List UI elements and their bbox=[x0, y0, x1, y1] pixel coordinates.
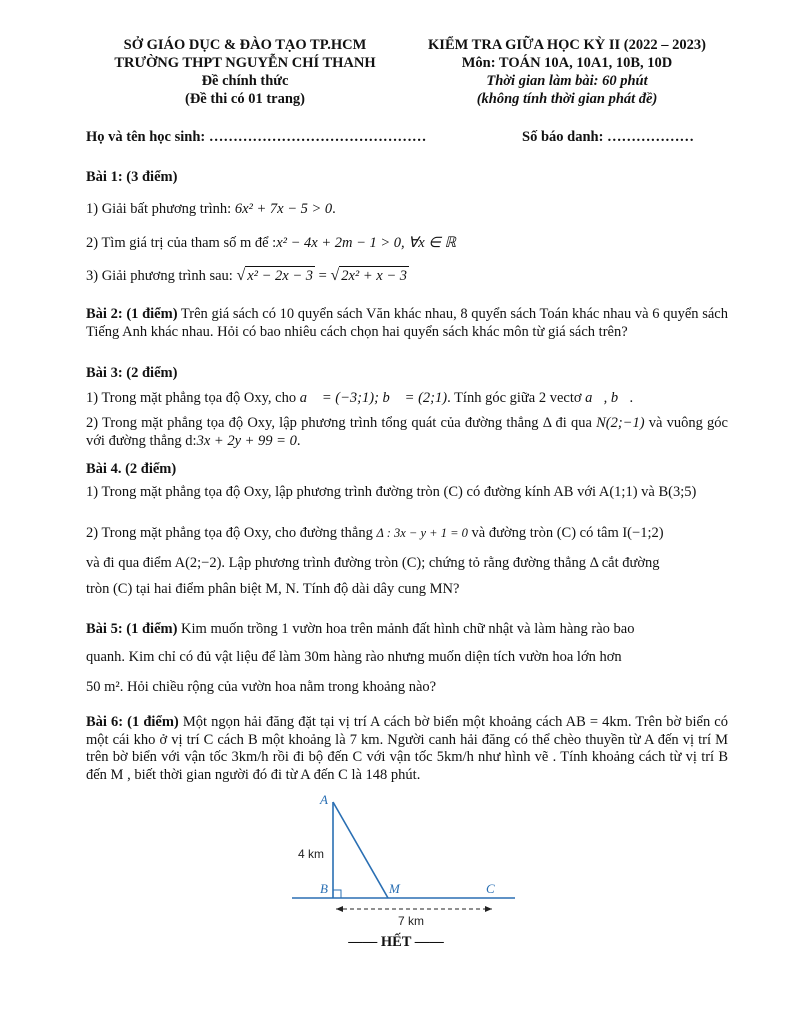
bai5-line1 bbox=[86, 620, 730, 638]
student-name-field: Họ và tên học sinh: ……………………………………… bbox=[86, 129, 427, 145]
label-BC-length: 7 km bbox=[398, 914, 425, 928]
arrow-left bbox=[336, 906, 343, 912]
bai1-q2-math: x² − 4x + 2m − 1 > 0, ∀x ∈ ℝ bbox=[276, 235, 457, 251]
header-left bbox=[100, 36, 390, 108]
bai6-title: Bài 6: (1 điểm) bbox=[86, 714, 179, 730]
label-B: B bbox=[320, 881, 328, 896]
arrow-right bbox=[485, 906, 492, 912]
bai2 bbox=[86, 306, 728, 341]
school-name: TRƯỜNG THPT NGUYỄN CHÍ THANH bbox=[114, 55, 376, 71]
bai3-q2-text2: và vuông góc với đường thẳng d: bbox=[86, 415, 728, 449]
bai1-q1: 1) Giải bất phương trình: 6x² + 7x − 5 > 0. bbox=[86, 201, 336, 217]
label-C: C bbox=[486, 881, 495, 896]
bai3-q1-vec-names: a⃗, b⃗ bbox=[585, 390, 630, 406]
bai4-q2-line1 bbox=[86, 524, 730, 542]
bai1-title: Bài 1: (3 điểm) bbox=[86, 169, 178, 185]
bai5-line3: 50 m². Hỏi chiều rộng của vườn hoa nằm trong khoảng nào? bbox=[86, 679, 437, 695]
duration-note: (không tính thời gian phát đề) bbox=[476, 91, 658, 107]
bai5-text1: Kim muốn trồng 1 vườn hoa trên mảnh đất hình chữ nhật và làm hàng rào bao bbox=[177, 621, 635, 637]
header-right bbox=[402, 36, 732, 108]
bai1-q3-left: x² − 2x − 3 bbox=[247, 268, 314, 284]
bai1-q2-text: 2) Tìm giá trị của tham số m để : bbox=[86, 235, 277, 251]
bai3-q2-text: 2) Trong mặt phẳng tọa độ Oxy, lập phương trình tổng quát của đường thẳng Δ đi qua bbox=[86, 415, 597, 431]
bai4-q2-line-eq: Δ : 3x − y + 1 = 0 bbox=[376, 526, 468, 540]
bai3-q1-text2: . Tính góc giữa 2 vectơ bbox=[447, 390, 586, 406]
label-AB-length: 4 km bbox=[298, 847, 325, 861]
bai3-q2-line: 3x + 2y + 99 = 0 bbox=[196, 432, 297, 449]
bai2-title: Bài 2: (1 điểm) bbox=[86, 306, 178, 322]
bai3-q2-point: N(2;−1) bbox=[596, 415, 645, 431]
duration: Thời gian làm bài: 60 phút bbox=[486, 73, 648, 89]
bai6 bbox=[86, 714, 728, 784]
bai5-title: Bài 5: (1 điểm) bbox=[86, 621, 178, 637]
bai6-text: Một ngọn hải đăng đặt tại vị trí A cách bờ biển một khoảng cách AB = 4km. Trên bờ biển có một cái kho ở vị trí C cách B một khoảng là 7 km. Người canh hải đăng có thể chèo thuyền từ A đến vị trí M trên bờ biển với vận tốc 3km/h rồi đi bộ đến C với vận tốc 5km/h như hình vẽ . Tính khoảng cách từ vị trí B đến M , biết thời gian người đó đi từ A đến C là 148 phút. bbox=[86, 714, 728, 783]
segment-AM bbox=[333, 802, 388, 898]
bai1-q1-text: 1) Giải bất phương trình: bbox=[86, 201, 235, 217]
bai3-q1-vectors: a⃗ = (−3;1); b⃗ = (2;1) bbox=[299, 390, 448, 406]
bai3-q1: 1) Trong mặt phẳng tọa độ Oxy, cho a⃗ = (−3;1); b⃗ = (2;1). Tính góc giữa 2 vectơ a⃗, b⃗. bbox=[86, 390, 634, 406]
bai1-q3-text: 3) Giải phương trình sau: bbox=[86, 268, 237, 284]
right-angle-mark bbox=[333, 890, 341, 898]
end-marker: –––– HẾT –––– bbox=[348, 934, 444, 950]
label-A: A bbox=[320, 792, 328, 807]
bai4-q2-text: 2) Trong mặt phẳng tọa độ Oxy, cho đường thẳng bbox=[86, 525, 377, 541]
bai1-q1-math: 6x² + 7x − 5 > 0 bbox=[234, 201, 333, 217]
bai3-title: Bài 3: (2 điểm) bbox=[86, 365, 178, 381]
bai1-q2 bbox=[86, 234, 730, 252]
bai1-q3-right: 2x² + x − 3 bbox=[341, 268, 408, 284]
exam-title: KIỂM TRA GIỮA HỌC KỲ II (2022 – 2023) bbox=[428, 37, 706, 53]
department-name: SỞ GIÁO DỤC & ĐÀO TẠO TP.HCM bbox=[123, 37, 367, 53]
subject: Môn: TOÁN 10A, 10A1, 10B, 10D bbox=[461, 55, 673, 71]
bai4-q2-circle: và đường tròn (C) có tâm I(−1;2) bbox=[467, 525, 664, 541]
bai4-q1: 1) Trong mặt phẳng tọa độ Oxy, lập phương trình đường tròn (C) có đường kính AB với A(1;1) và B(3;5) bbox=[86, 484, 697, 500]
page-count: (Đề thi có 01 trang) bbox=[184, 91, 305, 107]
bai4-title: Bài 4. (2 điểm) bbox=[86, 461, 177, 477]
student-id-field: Số báo danh: ……………… bbox=[522, 129, 695, 145]
bai3-q1-text: 1) Trong mặt phẳng tọa độ Oxy, cho bbox=[86, 390, 300, 406]
bai2-text: Trên giá sách có 10 quyển sách Văn khác nhau, 8 quyển sách Toán khác nhau và 6 quyển sách Tiếng Anh khác nhau. Hỏi có bao nhiêu cách chọn hai quyển sách khác môn từ giá sách trên? bbox=[86, 306, 728, 340]
bai4-q2-line2: và đi qua điểm A(2;−2). Lập phương trình đường tròn (C); chứng tỏ rằng đường thẳng Δ cắt đường bbox=[86, 555, 660, 571]
bai5-line2: quanh. Kim chỉ có đủ vật liệu để làm 30m hàng rào nhưng muốn diện tích vườn hoa lớn hơn bbox=[86, 649, 622, 665]
bai4-q2-line3: tròn (C) tại hai điểm phân biệt M, N. Tính độ dài dây cung MN? bbox=[86, 581, 460, 597]
bai3-q2: 2) Trong mặt phẳng tọa độ Oxy, lập phương trình tổng quát của đường thẳng Δ đi qua N(2;−1) và vuông góc với đường thẳng d:3x + 2y + 99 = 0. bbox=[86, 415, 728, 449]
label-M: M bbox=[389, 881, 400, 896]
lighthouse-diagram bbox=[290, 792, 520, 932]
student-info-row bbox=[86, 128, 730, 146]
bai1-q3: 3) Giải phương trình sau: √ x² − 2x − 3 = √ 2x² + x − 3 bbox=[86, 267, 408, 284]
official-label: Đề chính thức bbox=[201, 73, 289, 89]
